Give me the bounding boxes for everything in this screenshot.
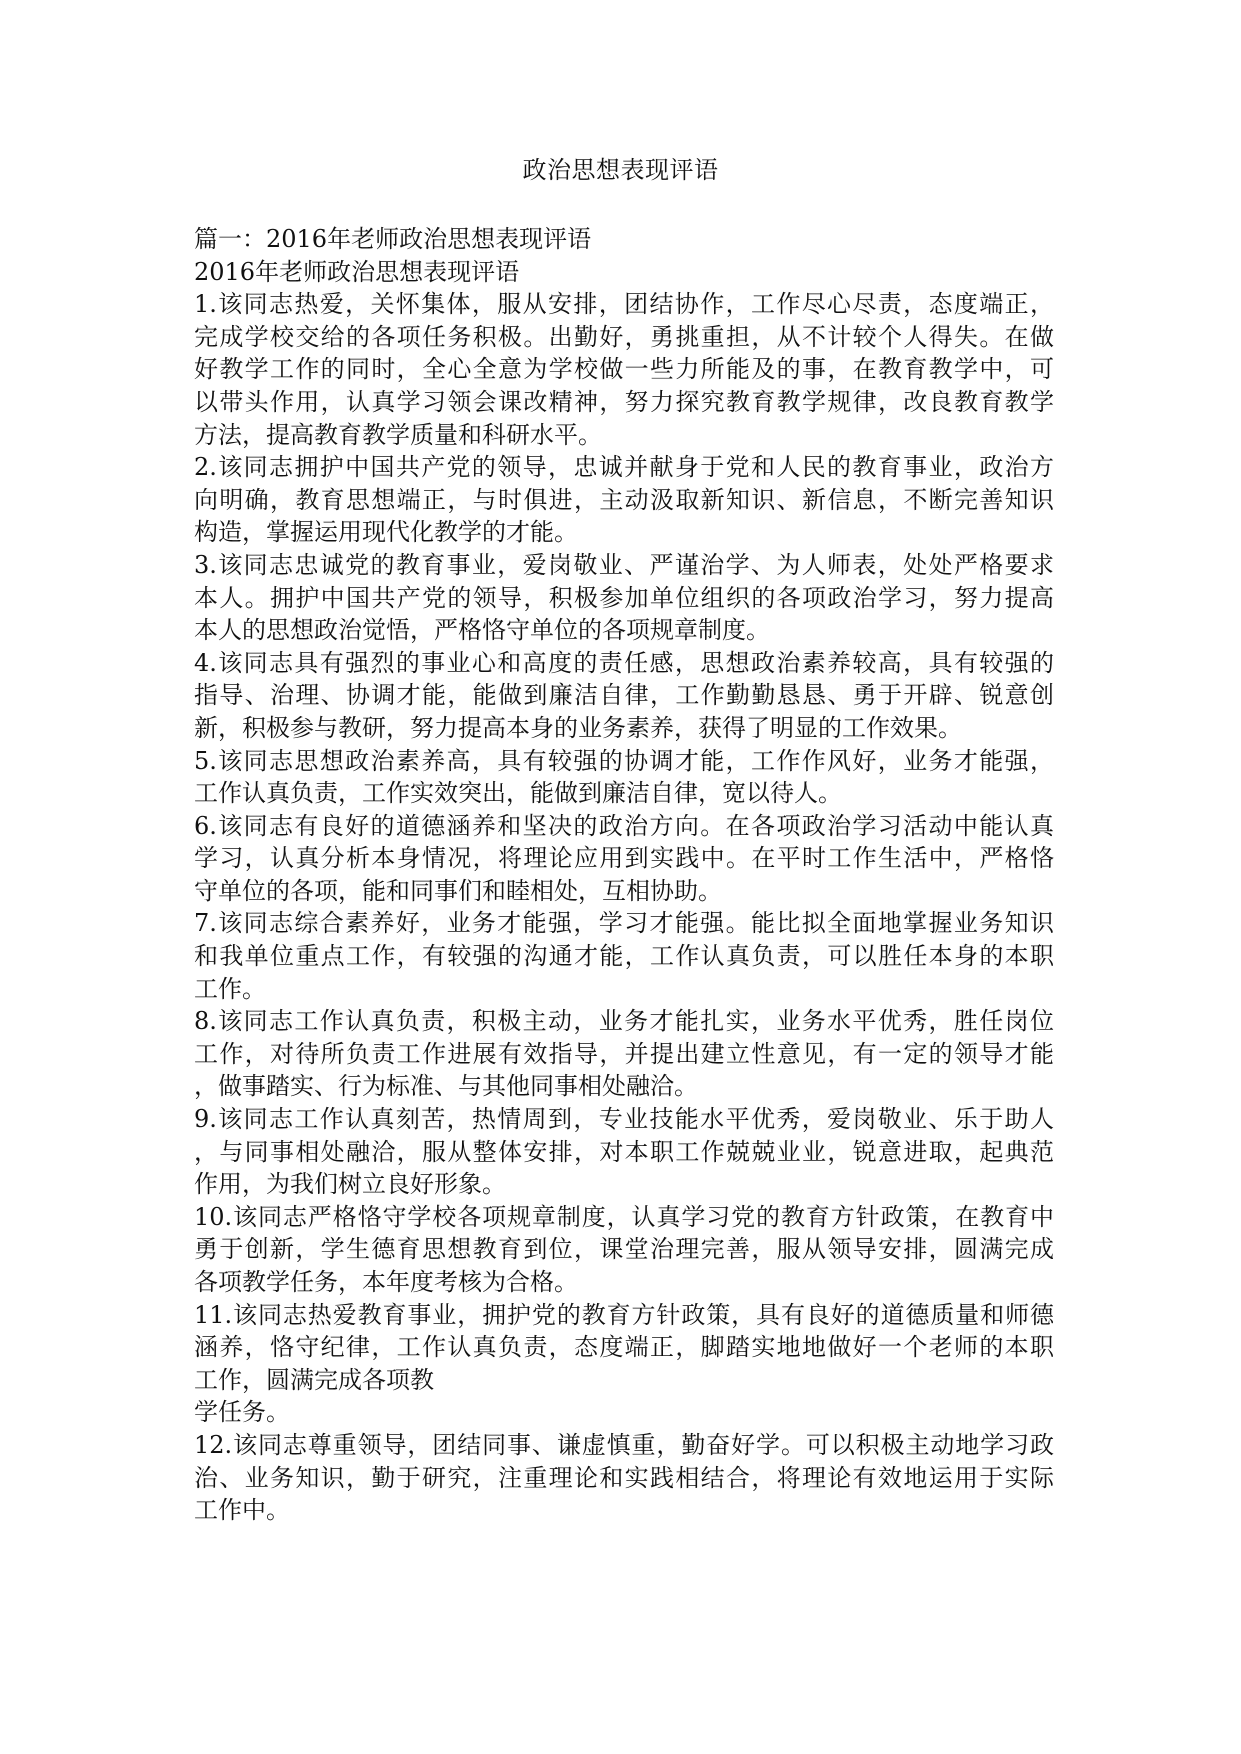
text-line: 2016年老师政治思想表现评语 bbox=[194, 257, 520, 286]
text-line: 好教学工作的同时，全心全意为学校做一些力所能及的事，在教育教学中，可 bbox=[194, 355, 1054, 384]
text-line: 本人的思想政治觉悟，严格恪守单位的各项规章制度。 bbox=[194, 616, 770, 645]
text-line: 以带头作用，认真学习领会课改精神，努力探究教育教学规律，改良教育教学 bbox=[194, 387, 1054, 416]
text-line: 构造，掌握运用现代化教学的才能。 bbox=[194, 518, 578, 547]
text-line: 工作，对待所负责工作进展有效指导，并提出建立性意见，有一定的领导才能 bbox=[194, 1039, 1054, 1068]
text-line: 5.该同志思想政治素养高，具有较强的协调才能，工作作风好，业务才能强， bbox=[194, 746, 1054, 775]
text-line: 12.该同志尊重领导，团结同事、谦虚慎重，勤奋好学。可以积极主动地学习政 bbox=[194, 1430, 1054, 1459]
text-line: 9.该同志工作认真刻苦，热情周到，专业技能水平优秀，爱岗敬业、乐于助人 bbox=[194, 1105, 1054, 1134]
text-line: ，做事踏实、行为标准、与其他同事相处融洽。 bbox=[194, 1072, 698, 1101]
text-line: 工作认真负责，工作实效突出，能做到廉洁自律，宽以待人。 bbox=[194, 779, 842, 808]
document-body bbox=[194, 223, 1054, 1527]
text-line: 作用，为我们树立良好形象。 bbox=[194, 1170, 506, 1199]
text-line: 治、业务知识，勤于研究，注重理论和实践相结合，将理论有效地运用于实际 bbox=[194, 1463, 1054, 1492]
text-line: 3.该同志忠诚党的教育事业，爱岗敬业、严谨治学、为人师表，处处严格要求 bbox=[194, 550, 1054, 579]
text-line: 工作中。 bbox=[194, 1496, 290, 1525]
text-line: 本人。拥护中国共产党的领导，积极参加单位组织的各项政治学习，努力提高 bbox=[194, 583, 1054, 612]
text-line: ，与同事相处融洽，服从整体安排，对本职工作兢兢业业，锐意进取，起典范 bbox=[194, 1137, 1054, 1166]
text-line: 工作。 bbox=[194, 974, 266, 1003]
text-line: 10.该同志严格恪守学校各项规章制度，认真学习党的教育方针政策，在教育中 bbox=[194, 1202, 1054, 1231]
text-line: 2.该同志拥护中国共产党的领导，忠诚并献身于党和人民的教育事业，政治方 bbox=[194, 453, 1054, 482]
text-line: 方法，提高教育教学质量和科研水平。 bbox=[194, 420, 602, 449]
text-line: 学习，认真分析本身情况，将理论应用到实践中。在平时工作生活中，严格恪 bbox=[194, 844, 1054, 873]
text-line: 7.该同志综合素养好，业务才能强，学习才能强。能比拟全面地掌握业务知识 bbox=[194, 909, 1054, 938]
text-line: 工作，圆满完成各项教 bbox=[194, 1365, 434, 1394]
text-line: 新，积极参与教研，努力提高本身的业务素养，获得了明显的工作效果。 bbox=[194, 713, 962, 742]
text-line: 8.该同志工作认真负责，积极主动，业务才能扎实，业务水平优秀，胜任岗位 bbox=[194, 1007, 1054, 1036]
text-line: 6.该同志有良好的道德涵养和坚决的政治方向。在各项政治学习活动中能认真 bbox=[194, 811, 1054, 840]
text-line: 和我单位重点工作，有较强的沟通才能，工作认真负责，可以胜任本身的本职 bbox=[194, 942, 1054, 971]
text-line: 1.该同志热爱，关怀集体，服从安排，团结协作，工作尽心尽责，态度端正， bbox=[194, 290, 1054, 319]
text-line: 守单位的各项，能和同事们和睦相处，互相协助。 bbox=[194, 876, 722, 905]
text-line: 篇一：2016年老师政治思想表现评语 bbox=[194, 225, 592, 253]
document-title: 政治思想表现评语 bbox=[522, 156, 719, 184]
text-line: 11.该同志热爱教育事业，拥护党的教育方针政策，具有良好的道德质量和师德 bbox=[194, 1300, 1054, 1329]
text-line: 学任务。 bbox=[194, 1398, 290, 1427]
text-line: 完成学校交给的各项任务积极。出勤好，勇挑重担，从不计较个人得失。在做 bbox=[194, 322, 1054, 351]
text-line: 各项教学任务，本年度考核为合格。 bbox=[194, 1268, 578, 1296]
text-line: 向明确，教育思想端正，与时俱进，主动汲取新知识、新信息，不断完善知识 bbox=[194, 485, 1054, 514]
text-line: 涵养，恪守纪律，工作认真负责，态度端正，脚踏实地地做好一个老师的本职 bbox=[194, 1333, 1054, 1362]
text-line: 指导、治理、协调才能，能做到廉洁自律，工作勤勤恳恳、勇于开辟、锐意创 bbox=[194, 681, 1054, 710]
text-line: 4.该同志具有强烈的事业心和高度的责任感，思想政治素养较高，具有较强的 bbox=[194, 648, 1054, 677]
text-line: 勇于创新，学生德育思想教育到位，课堂治理完善，服从领导安排，圆满完成 bbox=[194, 1235, 1054, 1264]
